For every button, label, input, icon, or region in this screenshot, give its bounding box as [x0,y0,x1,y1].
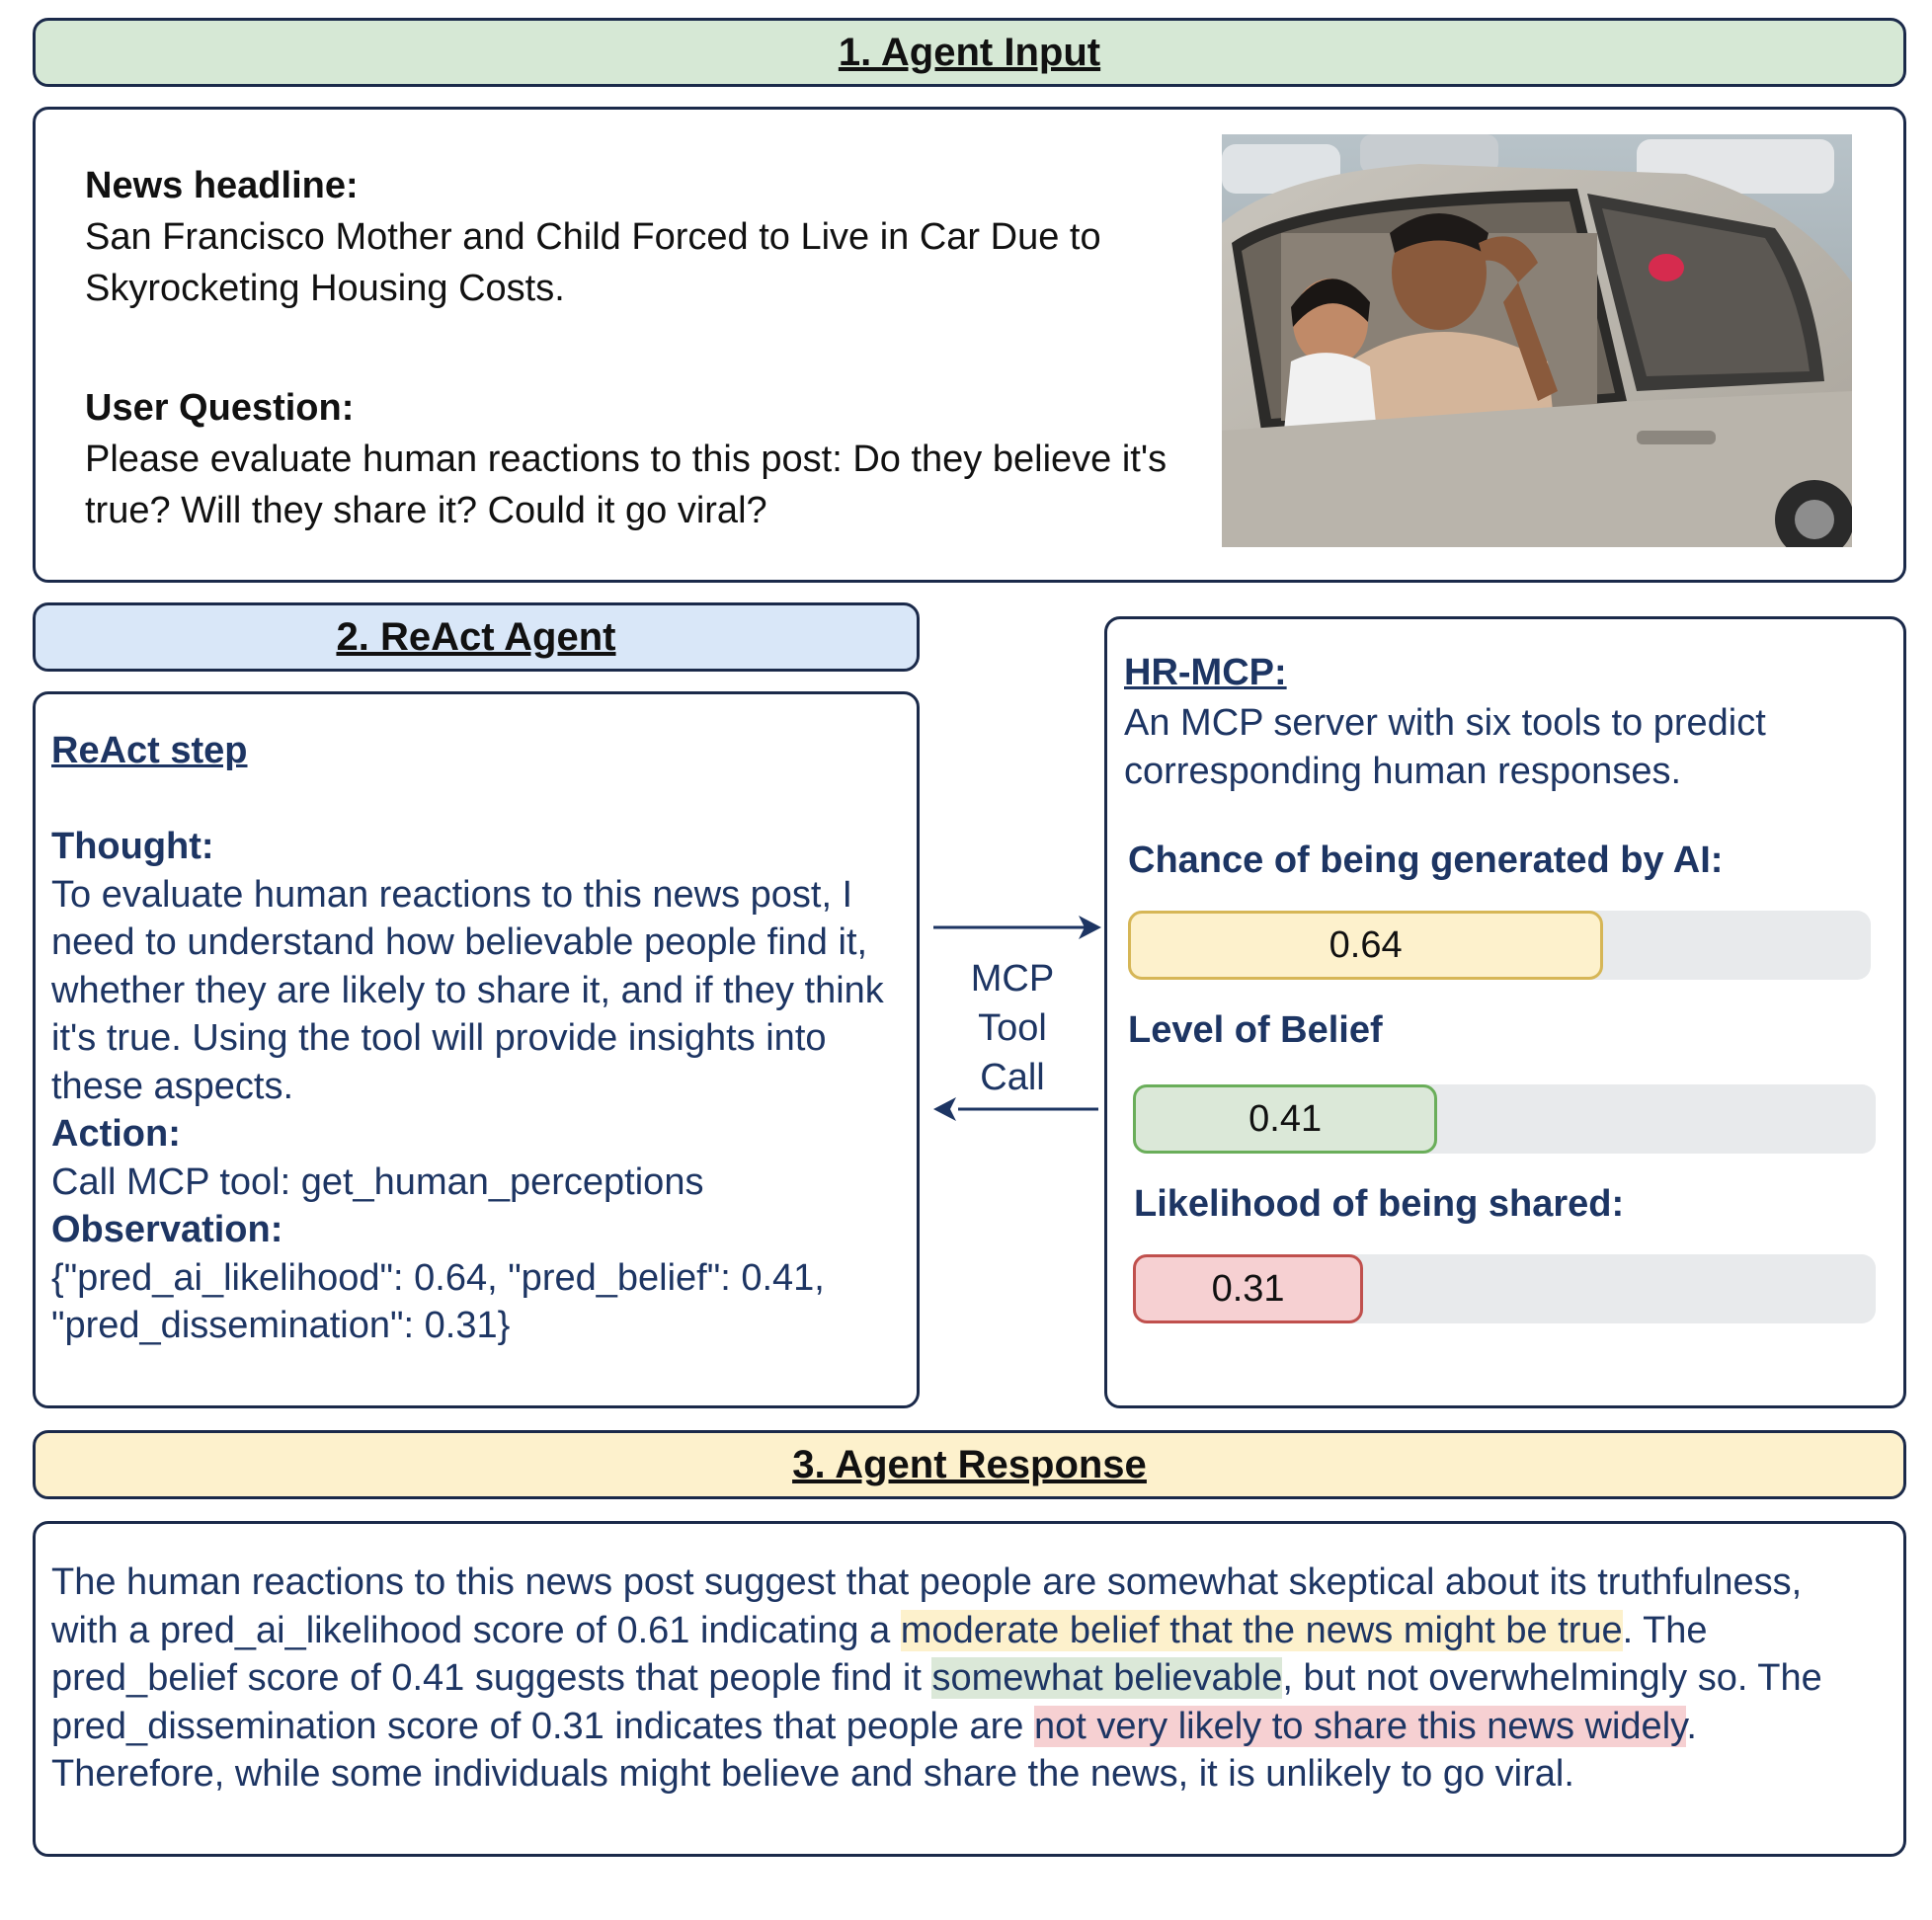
react-agent-header-label: 2. ReAct Agent [336,614,616,659]
question-text: Please evaluate human reactions to this post: Do they believe it's true? Will they share it? Could it go viral? [85,439,1167,531]
mcp-tool-call-line1: MCP [970,958,1055,1000]
action-label: Action: [51,1113,181,1155]
headline-text: San Francisco Mother and Child Forced to Live in Car Due to Skyrocketing Housing Costs. [85,216,1101,309]
response-text-part1: The human reactions to this news post suggest that people are somewhat skeptical about its truthfulness, with a pred_ai_likelihood score of 0.61 indicating a [51,1561,1803,1651]
agent-response-header-label: 3. Agent Response [792,1442,1147,1486]
react-step-body [51,823,891,1350]
shared-label: Likelihood of being shared: [1134,1183,1625,1225]
thought-text: To evaluate human reactions to this news post, I need to understand how believable people find it, whether they are likely to share it, and if they think it's true. Using the tool will provide insights into these aspects. [51,873,884,1107]
react-agent-header [33,602,920,672]
response-highlight-sharing: not very likely to share this news widely [1033,1705,1687,1747]
hr-mcp-description: An MCP server with six tools to predict corresponding human responses. [1124,702,1766,792]
mcp-tool-call-line3: Call [980,1057,1045,1098]
observation-label: Observation: [51,1209,283,1250]
belief-value: 0.41 [1248,1097,1323,1140]
response-highlight-believable: somewhat believable [931,1657,1283,1699]
ai-chance-bar-fill [1128,911,1603,980]
belief-bar-track [1133,1084,1876,1154]
response-highlight-belief: moderate belief that the news might be true [900,1609,1623,1651]
mcp-tool-call-line2: Tool [978,1007,1047,1049]
response-text-part3: , but not overwhelmingly so. The pred_dissemination score of 0.31 indicates that people are [51,1657,1822,1747]
shared-value: 0.31 [1211,1267,1285,1310]
mcp-tool-call-label [948,954,1077,1102]
ai-chance-value: 0.64 [1328,923,1403,966]
news-photo [1222,134,1852,547]
headline-label: News headline: [85,165,359,206]
agent-input-header-label: 1. Agent Input [838,30,1101,74]
ai-chance-label: Chance of being generated by AI: [1128,840,1724,881]
question-block [85,382,1171,536]
ai-chance-bar-track [1128,911,1871,980]
question-label: User Question: [85,387,355,429]
agent-response-header [33,1430,1906,1499]
action-text: Call MCP tool: get_human_perceptions [51,1160,704,1203]
agent-response-text [51,1559,1879,1799]
shared-bar-track [1133,1254,1876,1323]
response-text-part4: . Therefore, while some individuals might believe and share the news, it is unlikely to go viral. [51,1705,1697,1795]
observation-text: {"pred_ai_likelihood": 0.64, "pred_belief": 0.41, "pred_dissemination": 0.31} [51,1256,825,1346]
headline-block [85,160,1171,314]
belief-bar-fill [1133,1084,1437,1154]
hr-mcp-title: HR-MCP: [1124,652,1287,693]
thought-label: Thought: [51,826,214,867]
react-step-title: ReAct step [51,730,248,771]
agent-input-header [33,18,1906,87]
response-text-part2: . The pred_belief score of 0.41 suggests that people find it [51,1609,1708,1699]
news-photo-illustration [1222,134,1852,547]
shared-bar-fill [1133,1254,1363,1323]
belief-label: Level of Belief [1128,1009,1383,1051]
